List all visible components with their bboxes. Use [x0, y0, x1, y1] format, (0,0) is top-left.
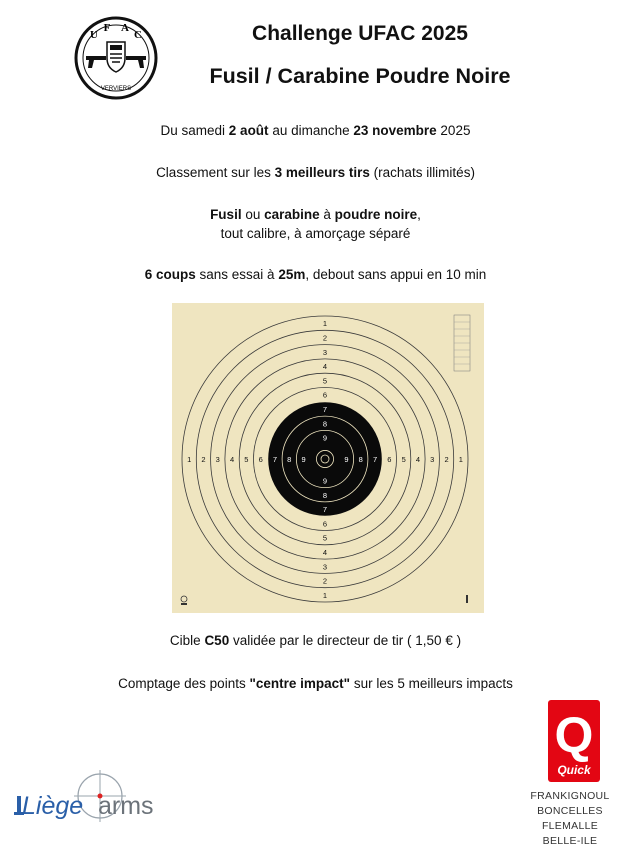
sponsor-location: BONCELLES — [537, 805, 603, 817]
target-ring-number: 2 — [322, 333, 328, 343]
target-ring-number: 2 — [322, 576, 328, 586]
page-title: Challenge UFAC 2025 — [252, 22, 468, 45]
sponsor-location: BELLE-ILE — [542, 835, 598, 847]
target-ring-number: 4 — [415, 455, 421, 464]
target-ring-number: 3 — [322, 562, 328, 572]
target-ring-number: 6 — [387, 455, 392, 464]
ufac-logo-letter: C — [134, 29, 142, 41]
target-ring-number: 9 — [301, 455, 306, 464]
target-ring-number: 5 — [244, 455, 249, 464]
target-ring-number: 8 — [322, 490, 328, 500]
sponsor-location: FRANKIGNOUL — [530, 790, 610, 802]
c50-target — [172, 303, 484, 613]
liege-arms-part1: Liège — [22, 792, 84, 820]
target-ring-number: 6 — [322, 390, 328, 400]
page-subtitle: Fusil / Carabine Poudre Noire — [209, 64, 511, 88]
target-ring-number: 7 — [322, 404, 328, 414]
target-ring-number: 7 — [272, 455, 278, 464]
quick-logo — [548, 700, 600, 782]
target-info-line: Cible C50 validée par le directeur de tir ( 1,50 € ) — [169, 633, 462, 648]
ufac-logo-letter: F — [103, 22, 111, 34]
sponsor-location: FLEMALLE — [541, 820, 599, 832]
target-ring-number: 1 — [322, 590, 328, 600]
target-ring-number: 5 — [401, 455, 406, 464]
target-ring-number: 4 — [322, 547, 328, 557]
target-ring-number: 5 — [322, 376, 328, 386]
target-ring-number: 1 — [187, 455, 192, 464]
quick-logo-word: Quick — [557, 763, 591, 777]
weapon-line-2: tout calibre, à amorçage séparé — [220, 226, 411, 241]
ufac-logo-letter: A — [121, 22, 129, 34]
target-ring-number: 1 — [322, 319, 328, 329]
ufac-logo — [74, 16, 158, 100]
target-ring-number: 9 — [322, 433, 328, 443]
target-ring-number: 7 — [372, 455, 378, 464]
shots-line: 6 coups sans essai à 25m, debout sans appui en 10 min — [144, 267, 487, 282]
target-ring-number: 1 — [458, 455, 463, 464]
liege-arms-logo — [10, 768, 170, 824]
target-ring-number: 4 — [322, 362, 328, 372]
ufac-logo-city: VERVIERS — [100, 86, 132, 92]
target-ring-number: 9 — [344, 455, 349, 464]
target-ring-number: 8 — [322, 419, 328, 429]
target-ring-number: 8 — [287, 455, 292, 464]
ufac-logo-letter: U — [90, 29, 98, 41]
target-ring-number: 2 — [201, 455, 206, 464]
target-ring-number: 6 — [258, 455, 263, 464]
target-corner-tick — [466, 595, 468, 603]
target-ring-number: 6 — [322, 519, 328, 529]
ranking-line: Classement sur les 3 meilleurs tirs (rachats illimités) — [156, 165, 475, 180]
target-ring-number: 3 — [430, 455, 435, 464]
target-ring-number: 7 — [322, 505, 328, 515]
target-ring-number: 8 — [358, 455, 363, 464]
target-ring-number: 2 — [444, 455, 449, 464]
target-ring-number: 3 — [322, 347, 328, 357]
target-ring-number: 9 — [322, 476, 328, 486]
dates-line: Du samedi 2 août au dimanche 23 novembre 2025 — [160, 123, 471, 138]
quick-logo-letter: Q — [554, 707, 594, 763]
target-ring-number: 5 — [322, 533, 328, 543]
liege-arms-part2: arms — [98, 792, 154, 820]
target-ring-number: 4 — [229, 455, 235, 464]
weapon-line: Fusil ou carabine à poudre noire, — [210, 207, 421, 222]
counting-line: Comptage des points "centre impact" sur les 5 meilleurs impacts — [118, 676, 513, 691]
target-ring-number: 3 — [215, 455, 220, 464]
